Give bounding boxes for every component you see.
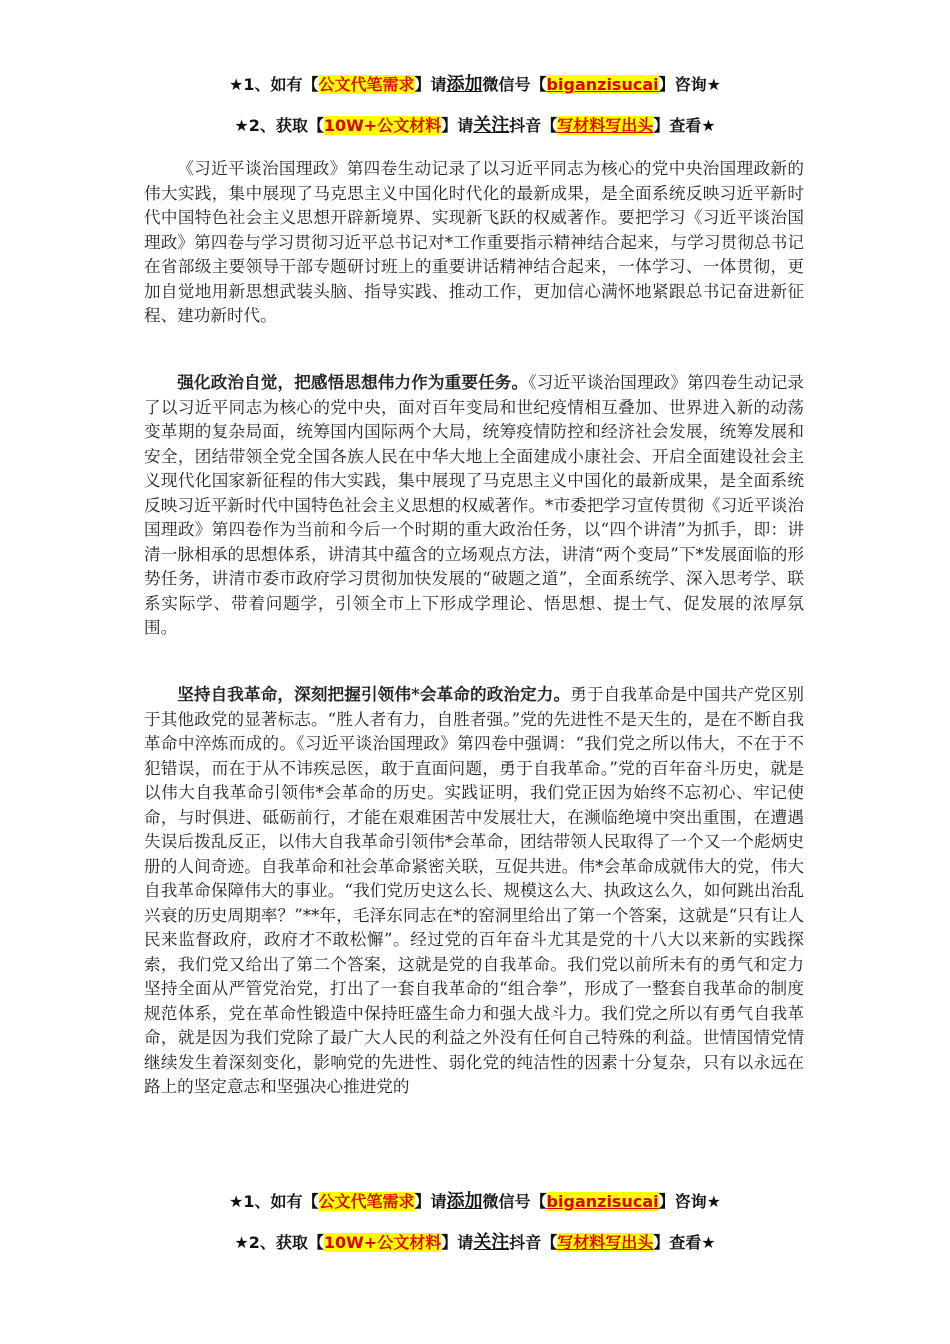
ad-highlight: 10W+公文材料 — [323, 1233, 442, 1252]
header-ad-line-2 — [0, 111, 950, 137]
section-paragraph-self-revolution — [144, 682, 804, 1100]
ad-text: 】请 — [414, 75, 447, 94]
ad-text: 】请 — [414, 1192, 447, 1211]
ad-text: 微信号【 — [482, 1192, 547, 1211]
paragraph-lead: 坚持自我革命，深刻把握引领伟*会革命的政治定力。 — [177, 684, 571, 704]
ad-text: 】咨询★ — [658, 75, 721, 94]
ad-highlight-link[interactable]: biganzisucai — [546, 1192, 659, 1211]
ad-emphasis: 添加 — [446, 74, 483, 95]
ad-highlight: 公文代笔需求 — [318, 1192, 415, 1211]
ad-text: 】请 — [441, 1233, 474, 1252]
paragraph-body: 《习近平谈治国理政》第四卷生动记录了以习近平同志为核心的党中央，面对百年变局和世纪疫情相互叠加、世界进入新的动荡变革期的复杂局面，统筹国内国际两个大局，统筹疫情防控和经济社会发展，统筹发展和安全，团结带领全党全国各族人民在中华大地上全面建成小康社会、开启全面建设社会主义现代化国家新征程的伟大实践，集中展现了马克思主义中国化的最新成果，是全面系统反映习近平新时代中国特色社会主义思想的权威著作。*市委把学习宣传贯彻《习近平谈治国理政》第四卷作为当前和今后一个时期的重大政治任务，以“四个讲清”为抓手，即：讲清一脉相承的思想体系，讲清其中蕴含的立场观点方法，讲清“两个变局”下*发展面临的形势任务，讲清市委市政府学习贯彻加快发展的“破题之道”，全面系统学、深入思考学、联系实际学、带着问题学，引领全市上下形成学理论、悟思想、提士气、促发展的浓厚氛围。 — [144, 373, 805, 637]
ad-highlight: 公文代笔需求 — [318, 75, 415, 94]
intro-paragraph: 《习近平谈治国理政》第四卷生动记录了以习近平同志为核心的党中央治国理政新的伟大实践，集中展现了马克思主义中国化时代化的最新成果，是全面系统反映习近平新时代中国特色社会主义思想开辟新境界、实现新飞跃的权威著作。要把学习《习近平谈治国理政》第四卷与学习贯彻习近平总书记对*工作重要指示精神结合起来，与学习贯彻总书记在省部级主要领导干部专题研讨班上的重要讲话精神结合起来，一体学习、一体贯彻，更加自觉地用新思想武装头脑、指导实践、推动工作，更加信心满怀地紧跟总书记奋进新征程、建功新时代。 — [144, 159, 804, 325]
paragraph-body: 勇于自我革命是中国共产党区别于其他政党的显著标志。“胜人者有力，自胜者强。”党的先进性不是天生的，是在不断自我革命中淬炼而成的。《习近平谈治国理政》第四卷中强调：“我们党之所以伟大，不在于不犯错误，而在于从不讳疾忌医，敢于直面问题，勇于自我革命。”党的百年奋斗历史，就是以伟大自我革命引领伟*会革命的历史。实践证明，我们党正因为始终不忘初心、牢记使命，与时俱进、砥砺前行，才能在艰难困苦中发展壮大，在濒临绝境中突出重围，在遭遇失误后拨乱反正，以伟大自我革命引领伟*会革命，团结带领人民取得了一个又一个彪炳史册的人间奇迹。自我革命和社会革命紧密关联，互促共进。伟*会革命成就伟大的党，伟大自我革命保障伟大的事业。“我们党历史这么长、规模这么大、执政这么久，如何跳出治乱兴衰的历史周期率？”**年，毛泽东同志在*的窑洞里给出了第一个答案，这就是“只有让人民来监督政府，政府才不敢松懈”。经过党的百年奋斗尤其是党的十八大以来新的实践探索，我们党又给出了第二个答案，这就是党的自我革命。我们党以前所未有的勇气和定力坚持全面从严管党治党，打出了一套自我革命的“组合拳”，形成了一整套自我革命的制度规范体系，党在革命性锻造中保持旺盛生命力和强大战斗力。我们党之所以有勇气自我革命，就是因为我们党除了最广大人民的利益之外没有任何自己特殊的利益。世情国情党情继续发生着深刻变化，影响党的先进性、弱化党的纯洁性的因素十分复杂，只有以永远在路上的坚定意志和坚强决心推进党的 — [144, 685, 804, 1096]
ad-highlight: 10W+公文材料 — [323, 116, 442, 135]
ad-highlight-link[interactable]: 写材料写出头 — [557, 116, 654, 135]
ad-emphasis: 关注 — [473, 1232, 510, 1253]
ad-text: ★1、如有【 — [229, 75, 319, 94]
footer-ad-line-1 — [0, 1187, 950, 1213]
ad-text: 微信号【 — [482, 75, 547, 94]
ad-text: ★2、获取【 — [234, 1233, 324, 1252]
ad-text: 】查看★ — [653, 1233, 716, 1252]
section-paragraph-political-awareness — [144, 370, 804, 641]
header-ad-line-1 — [0, 70, 950, 96]
ad-emphasis: 添加 — [446, 1191, 483, 1212]
ad-text: 抖音【 — [509, 116, 558, 135]
ad-text: ★1、如有【 — [229, 1192, 319, 1211]
ad-text: 】查看★ — [653, 116, 716, 135]
footer-ad-line-2 — [0, 1228, 950, 1254]
ad-text: 抖音【 — [509, 1233, 558, 1252]
ad-emphasis: 关注 — [473, 115, 510, 136]
ad-highlight-link[interactable]: 写材料写出头 — [557, 1233, 654, 1252]
ad-text: ★2、获取【 — [234, 116, 324, 135]
ad-text: 】请 — [441, 116, 474, 135]
ad-highlight-link[interactable]: biganzisucai — [546, 75, 659, 94]
ad-text: 】咨询★ — [658, 1192, 721, 1211]
paragraph-lead: 强化政治自觉，把感悟思想伟力作为重要任务。 — [177, 372, 529, 392]
